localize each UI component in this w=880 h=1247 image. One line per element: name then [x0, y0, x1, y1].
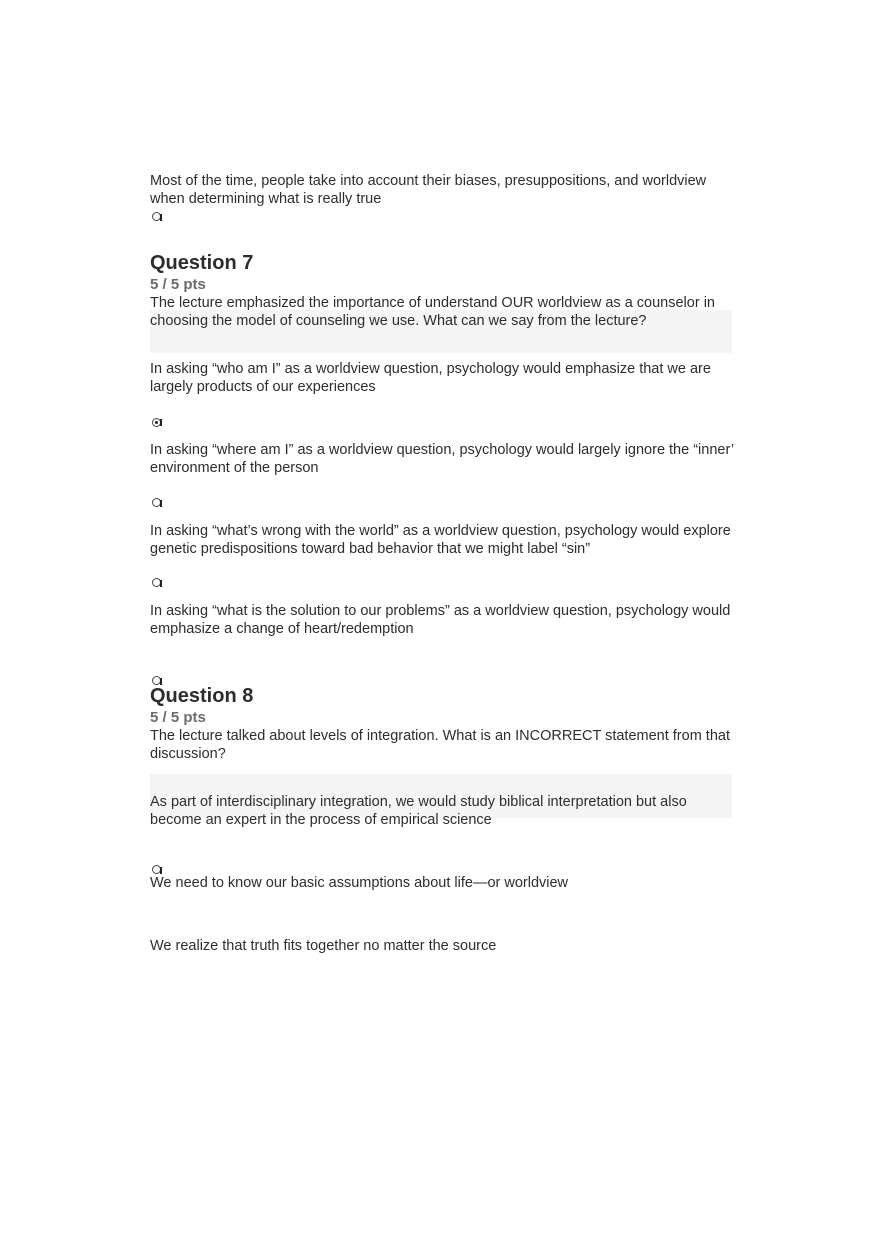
- answer-text: We realize that truth fits together no matter the source: [150, 938, 497, 954]
- question-prompt: The lecture emphasized the importance of understand OUR worldview as a counselor in choosing the model of counseling we use. What can we say from the lecture?: [150, 295, 715, 329]
- question-prompt: The lecture talked about levels of integration. What is an INCORRECT statement from that discussion?: [150, 728, 730, 762]
- question-points: 5 / 5 pts: [150, 709, 206, 726]
- radio-marker-icon: [160, 419, 162, 426]
- answer-text: In asking “who am I” as a worldview question, psychology would emphasize that we are largely products of our experiences: [150, 361, 711, 395]
- answer-text: In asking “where am I” as a worldview question, psychology would largely ignore the “inner’ environment of the person: [150, 442, 734, 476]
- radio-marker-icon: [160, 214, 162, 221]
- radio-marker-icon: [160, 867, 162, 874]
- answer-text: We need to know our basic assumptions about life—or worldview: [150, 875, 569, 891]
- answer-text: In asking “what’s wrong with the world” as a worldview question, psychology would explore genetic predispositions toward bad behavior that we might label “sin”: [150, 523, 731, 557]
- answer-text: As part of interdisciplinary integration, we would study biblical interpretation but also become an expert in the process of empirical science: [150, 794, 687, 828]
- question-title: Question 7: [150, 252, 254, 274]
- answer-text: In asking “what is the solution to our problems” as a worldview question, psychology would emphasize a change of heart/redemption: [150, 603, 731, 637]
- radio-marker-icon: [160, 580, 162, 587]
- answer-text: Most of the time, people take into account their biases, presuppositions, and worldview when determining what is really true: [150, 173, 707, 207]
- question-title: Question 8: [150, 685, 254, 707]
- question-points: 5 / 5 pts: [150, 276, 206, 293]
- radio-marker-icon: [160, 500, 162, 507]
